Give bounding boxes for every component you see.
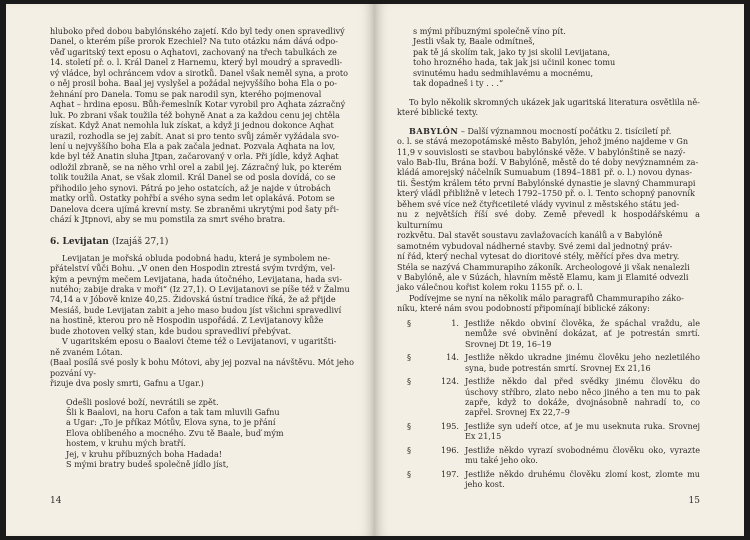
text-line: lení u nejvyššího boha Ela a pak začala jednat. Pozvala Aqhata na lov, [50, 140, 336, 151]
paragraph-number: 14. [446, 352, 459, 363]
text-line: odložil zbraně, se na něho vrhl orel a zabil jej. Zázračný luk, po kterém [50, 161, 342, 172]
text-line: valo Bab-Ilu, Brána boží. V Babylóně, městě do té doby nevýznamném za- [397, 156, 699, 167]
code-paragraphs [397, 318, 700, 490]
text-line: jako válečnou kořist kolem roku 1155 př. o. l. [397, 282, 583, 293]
page-number-left: 14 [50, 496, 62, 506]
verse-line: toho hrozného hada, tak jak jsi učinil konec tomu [413, 57, 616, 68]
text-line: chází k Jtpnovi, aby se mu pomstila za smrt svého bratra. [50, 214, 286, 225]
section-heading-levijatan [50, 237, 354, 247]
section-sign: § [407, 468, 412, 479]
heading-reference: (Izajáš 27,1) [112, 236, 169, 247]
section-sign: § [407, 444, 412, 455]
code-paragraph [397, 469, 700, 490]
text-line: 11,9 v souvislosti se stavbou babylónské věže. V babylónštině se nazý- [397, 146, 686, 157]
text-line: které biblické texty. [397, 107, 479, 118]
text-line: Danel, o kterém píše prorok Ezechiel? Na tuto otázku nám dává odpo- [50, 36, 339, 47]
verse-line: S mými bratry budeš společně jídlo jíst, [66, 459, 229, 470]
text-line: luk. Po zbrani však toužila též bohyně Anat a za každou cenu jej chtěla [50, 109, 340, 120]
text-line: žehnání pro Danela. Tomu se pak narodil syn, kterého pojmenoval [50, 88, 322, 99]
text-line: kládá amorejský náčelník Sumuabum (1894–1881 př. o. l.) novou dynas- [397, 167, 693, 178]
section-sign: § [407, 317, 412, 328]
text-line: (Baal posílá své posly k bohu Mótovi, aby jej pozval na návštěvu. Mót jeho pozvání vy- [50, 357, 354, 378]
text-line: ní řád, který nechal vytesat do dioritové stély, měřící přes dva metry. [397, 251, 680, 262]
code-paragraph [397, 445, 700, 466]
text-line: ně zvaném Lótan. [50, 346, 123, 357]
text-line: Mesiáš, bude Levijatan zabit a jeho maso budou jíst všichni spravedliví [50, 304, 342, 315]
baal-epos-verse [50, 397, 354, 470]
text-line: Stéla se nazývá Chammurapiho zákoník. Archeologové ji však nenalezli [397, 261, 690, 272]
text-line: níku, které nám svou podobností připomínají biblické zákony: [397, 303, 650, 314]
text-line: tii. Šestým králem této první Babylónské dynastie je slavný Chammurapi [397, 177, 696, 188]
verse-line: svinutému hadu sedmihlavému a mocnému, [413, 67, 594, 78]
text-line: během své více než čtyřicetileté vlády vyvinul z městského státu jed- [397, 198, 680, 209]
page-number-right: 15 [688, 496, 700, 506]
verse-continuation [397, 26, 700, 89]
text-line: matky orlů. Ostatky pohřbí a svého syna sedm let oplakává. Potom se [50, 193, 335, 204]
verse-line: tak dopadneš i ty . . .“ [413, 78, 504, 89]
paragraph-number: 124. [440, 376, 459, 387]
left-page [6, 4, 375, 536]
text-line: kým a pevným mečem Levijatana, hada útočného, Levijatana, hada svi- [50, 273, 342, 284]
verse-line: hostem, v kruhu mých bratří. [66, 438, 186, 449]
code-paragraph [397, 376, 700, 418]
text-line: Danelova dcera ujímá krevní msty. Se zbraněmi ukrytými pod šaty při- [50, 203, 339, 214]
paragraph-text: Jestliže někdo ukradne jinému člověku jeho nezletilého syna, bude potrestán smrtí. Srovnej Ex 21,16 [465, 352, 700, 373]
code-paragraph [397, 421, 700, 442]
verse-line: Šli k Baalovi, na horu Cafon a tak tam mluvili Gafnu [66, 406, 280, 417]
text-line: Aqhat – hrdina eposu. Bůh-řemeslník Kotar vyrobil pro Aqhata zázračný [50, 99, 346, 110]
paragraph-number: 196. [440, 444, 459, 455]
text-line: tolik toužila Anat, se však zlomil. Král Danel se od posla dovídá, co se [50, 172, 336, 183]
paragraph-text: Jestliže někdo dal před svědky jinému člověku do úschovy stříbro, zlato nebo něco jiného a ten mu to pak zapře, když to dokáže, dvojnásobně nahradí to, co zapřel. Srovnej Ex 22,7–9 [465, 376, 700, 418]
text-line: samotném vybudoval nádherné stavby. Své zemi dal jednotný práv- [397, 240, 673, 251]
verse-line: Jestli však ty, Baale odmítneš, [413, 36, 535, 47]
text-line: Levijatan je mořská obluda podobná hadu, která je symbolem ne- [62, 252, 331, 263]
conclusion-text [397, 97, 700, 118]
paragraph-text: Jestliže někdo obviní člověka, že spáchal vraždu, ale nemůže své obvinění dokázat, ať je potrestán smrtí. Srovnej Dt 19, 16–19 [465, 317, 700, 349]
section-sign: § [407, 420, 412, 431]
text-line: nu z největších říší své doby. Země převedl k hospodářskému a kulturnímu [397, 209, 700, 230]
code-paragraph [397, 318, 700, 349]
right-page [375, 4, 744, 536]
paragraph-text: Jestliže někdo druhému člověku zlomí kost, zlomte mu jeho kost. [465, 468, 700, 490]
heading-title: 6. Levijatan [50, 236, 109, 247]
text-line: nutého; zabije draka v moři“ (Iz 27,1). O Levijatanovi se píše též v Žalmu [50, 283, 350, 294]
text-line: přátelství vůči Bohu. „V onen den Hospodin ztrestá svým tvrdým, vel- [50, 263, 336, 274]
text-line: o. l. se stává mezopotámské město Babylón, jehož jméno najdeme v Gn [397, 136, 689, 147]
text-line: To bylo několik skromných ukázek jak ugaritská literatura osvětlila ně- [409, 96, 700, 107]
text-line: hluboko před dobou babylónského zajetí. Kdo byl tedy onen spravedlivý [50, 26, 345, 36]
paragraph-text: Jestliže někdo vyrazí svobodnému člověku oko, vyrazte mu také jeho oko. [465, 444, 700, 466]
text-line: řizuje dva posly smrti, Gafnu a Ugar.) [50, 378, 204, 389]
text-line: získat. Když Anat nemohla luk získat, a když ji jednou dokonce Aqhat [50, 120, 334, 131]
text-line: na hostině, kterou pro ně Hospodin uspořádá. Z Levijatanovy kůže [50, 315, 324, 326]
text-line [397, 126, 700, 136]
babylon-section [397, 126, 700, 314]
text-line: 14. století př. o. l. Král Danel z Harnemu, který byl moudrý a spravedli- [50, 57, 343, 68]
babylon-keyword: BABYLÓN [409, 125, 459, 136]
paragraph-number: 197. [440, 468, 459, 479]
code-paragraph [397, 352, 700, 373]
verse-line: s mými příbuznými společně víno pít. [413, 26, 566, 36]
verse-line: pak tě já skolím tak, jako ty jsi skolil Levijatana, [413, 46, 611, 57]
paragraph-number: 195. [440, 420, 459, 431]
verse-line: Elova oblíbeného a mocného. Zvu tě Baale, buď mým [66, 427, 284, 438]
text-line: rozkvětu. Dal stavět soustavu zavlažovacích kanálů a v Babylóně [397, 230, 663, 241]
levijatan-text [50, 253, 354, 389]
book-spread [6, 4, 744, 536]
text-line: bude zhotoven velký stan, kde budou spravedliví přebývat. [50, 325, 292, 336]
verse-line: Odešli poslové boží, nevrátili se zpět. [66, 396, 219, 407]
section-sign: § [407, 352, 412, 363]
text-line: věď ugaritský text eposu o Aqhatovi, zachovaný na třech tabulkách ze [50, 46, 337, 57]
left-intro-text [50, 26, 354, 225]
text-line: který vládl přibližně v letech 1792–1750 př. o. l. Tento schopný panovník [397, 188, 695, 199]
verse-line: a Ugar: „To je příkaz Mótův, Elova syna, to je přání [66, 417, 276, 428]
text-line: o něj prosil boha. Baal jej vyslyšel a požádal nejvyššího boha Ela o po- [50, 78, 338, 89]
text-line: 74,14 a v Jóbově knize 40,25. Židovská ústní tradice říká, že až přijde [50, 294, 336, 305]
paragraph-number: 1. [451, 317, 459, 328]
text-line: v Babylóně, ale v Súzách, hlavním městě Elamu, kam ji Elamité odvezli [397, 271, 689, 282]
text-line: V ugaritském eposu o Baalovi čteme též o Levijatanovi, v ugaritšti- [62, 336, 337, 347]
text-line: kde byl též Anatin sluha Jtpan, začarovaný v orla. Při jídle, když Aqhat [50, 151, 339, 162]
text-line: vý vládce, byl ochráncem vdov a sirotků. Danel však neměl syna, a proto [50, 67, 349, 78]
section-sign: § [407, 376, 412, 387]
text-line: urazil, rozhodla se jej zabít. Anat si pro tento svůj záměr vyžádala svo- [50, 130, 339, 141]
text-line: Podívejme se nyní na několik málo paragrafů Chammurapiho záko- [409, 292, 684, 303]
babylon-line-rest: – Další významnou mocností počátku 2. tisíciletí př. [458, 125, 672, 136]
verse-line: Jej, v kruhu příbuzných boha Hadada! [66, 448, 223, 459]
text-line: přihodilo jeho synovi. Pátrá po jeho ostatcích, až je najde v útrobách [50, 182, 331, 193]
paragraph-text: Jestliže syn udeří otce, ať je mu useknuta ruka. Srovnej Ex 21,15 [465, 420, 700, 442]
